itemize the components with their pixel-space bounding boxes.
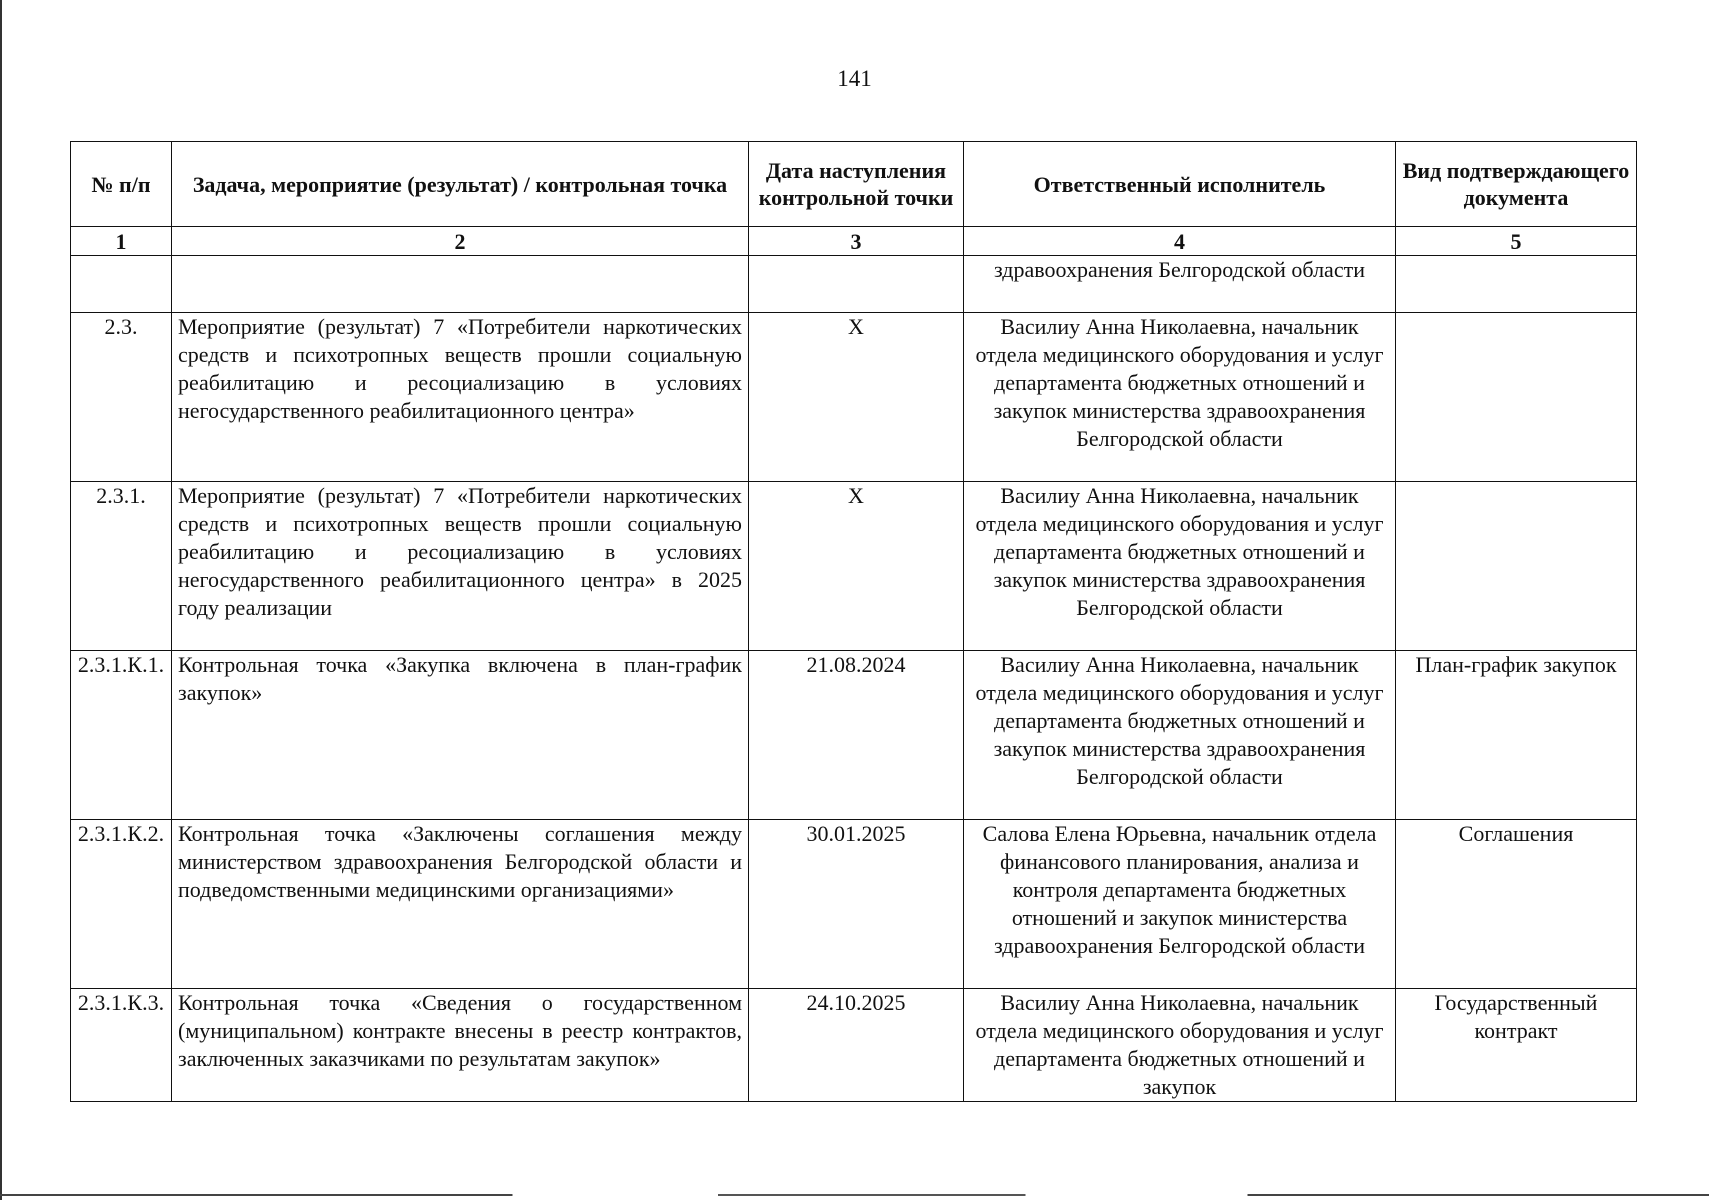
column-number: 1 [71, 227, 172, 256]
row-document: План-график закупок [1396, 651, 1637, 820]
row-number [71, 256, 172, 313]
header-document: Вид подтверждающего документа [1396, 142, 1637, 227]
table-header-row [71, 142, 1637, 227]
table-row [71, 651, 1637, 820]
table-row [71, 820, 1637, 989]
row-number: 2.3.1.К.2. [71, 820, 172, 989]
row-executor: здравоохранения Белгородской области [964, 256, 1396, 313]
row-number: 2.3.1.К.3. [71, 989, 172, 1102]
table-row [71, 989, 1637, 1102]
row-date [749, 256, 964, 313]
row-number: 2.3.1.К.1. [71, 651, 172, 820]
row-task: Контрольная точка «Сведения о государственном (муниципальном) контракте внесены в реестр контрактов, заключенных заказчиками по результатам закупок» [172, 989, 749, 1102]
row-task [172, 256, 749, 313]
row-document [1396, 313, 1637, 482]
table-row [71, 313, 1637, 482]
row-executor: Василиу Анна Николаевна, начальник отдела медицинского оборудования и услуг департамента бюджетных отношений и закупок министерства здравоохранения Белгородской области [964, 482, 1396, 651]
header-executor: Ответственный исполнитель [964, 142, 1396, 227]
column-number: 5 [1396, 227, 1637, 256]
row-document: Государственный контракт [1396, 989, 1637, 1102]
row-date: 24.10.2025 [749, 989, 964, 1102]
scan-edge-left [0, 0, 2, 1200]
column-number: 4 [964, 227, 1396, 256]
row-date: 30.01.2025 [749, 820, 964, 989]
row-executor: Салова Елена Юрьевна, начальник отдела финансового планирования, анализа и контроля департамента бюджетных отношений и закупок министерства здравоохранения Белгородской области [964, 820, 1396, 989]
row-executor: Василиу Анна Николаевна, начальник отдела медицинского оборудования и услуг департамента бюджетных отношений и закупок министерства здравоохранения Белгородской области [964, 313, 1396, 482]
row-document [1396, 256, 1637, 313]
row-number: 2.3.1. [71, 482, 172, 651]
row-date: 21.08.2024 [749, 651, 964, 820]
row-task: Мероприятие (результат) 7 «Потребители наркотических средств и психотропных веществ прошли социальную реабилитацию и ресоциализацию в условиях негосударственного реабилитационного центра» в 2025 году реализации [172, 482, 749, 651]
header-date: Дата наступления контрольной точки [749, 142, 964, 227]
table-row [71, 256, 1637, 313]
control-points-table [70, 141, 1637, 1102]
row-executor: Василиу Анна Николаевна, начальник отдела медицинского оборудования и услуг департамента бюджетных отношений и закупок [964, 989, 1396, 1102]
header-number: № п/п [71, 142, 172, 227]
scan-edge-bottom [0, 1194, 1709, 1196]
row-number: 2.3. [71, 313, 172, 482]
row-date: Х [749, 313, 964, 482]
header-task: Задача, мероприятие (результат) / контрольная точка [172, 142, 749, 227]
column-number: 3 [749, 227, 964, 256]
row-task: Контрольная точка «Закупка включена в план-график закупок» [172, 651, 749, 820]
column-number: 2 [172, 227, 749, 256]
row-task: Контрольная точка «Заключены соглашения между министерством здравоохранения Белгородской области и подведомственными медицинскими организациями» [172, 820, 749, 989]
row-task: Мероприятие (результат) 7 «Потребители наркотических средств и психотропных веществ прошли социальную реабилитацию и ресоциализацию в условиях негосударственного реабилитационного центра» [172, 313, 749, 482]
row-document [1396, 482, 1637, 651]
column-numbers-row [71, 227, 1637, 256]
page-number: 141 [837, 66, 872, 91]
table-row [71, 482, 1637, 651]
row-executor: Василиу Анна Николаевна, начальник отдела медицинского оборудования и услуг департамента бюджетных отношений и закупок министерства здравоохранения Белгородской области [964, 651, 1396, 820]
row-date: Х [749, 482, 964, 651]
row-document: Соглашения [1396, 820, 1637, 989]
